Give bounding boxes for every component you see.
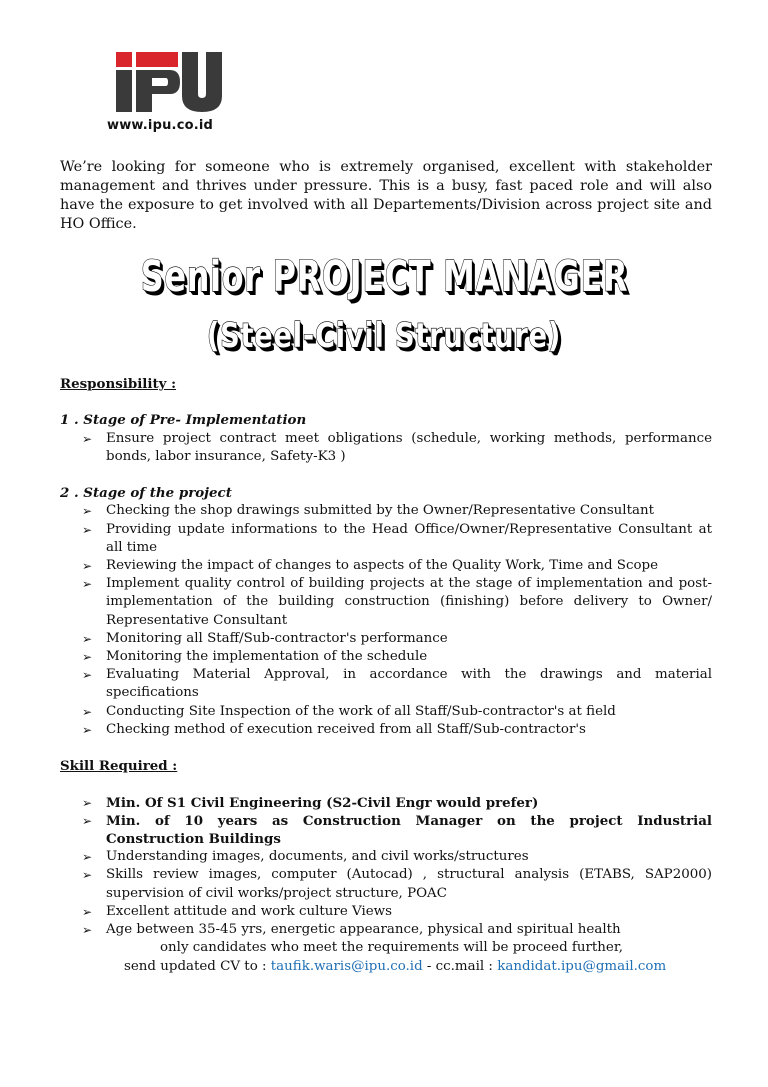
arrow-bullet-icon: ➢ — [82, 904, 93, 919]
list-item: ➢ Providing update informations to the Head Office/Owner/Representative Consultant at all time — [82, 521, 712, 555]
arrow-bullet-icon: ➢ — [82, 668, 93, 683]
skills-list — [60, 794, 712, 940]
list-item: ➢ Min. of 10 years as Construction Manager on the project Industrial Construction Buildings — [82, 812, 712, 847]
list-item: ➢ Skills review images, computer (Autocad) , structural analysis (ETABS, SAP2000) supervision of civil works/project structure, POAC — [82, 867, 712, 901]
arrow-bullet-icon: ➢ — [82, 868, 93, 883]
arrow-bullet-icon: ➢ — [82, 558, 93, 573]
list-item: ➢ Monitoring the implementation of the schedule — [82, 648, 712, 666]
list-item: ➢ Reviewing the impact of changes to aspects of the Quality Work, Time and Scope — [82, 557, 712, 575]
footer-contact — [124, 957, 666, 976]
list-item: ➢ Checking the shop drawings submitted by the Owner/Representative Consultant — [82, 502, 712, 520]
arrow-bullet-icon: ➢ — [82, 850, 93, 865]
arrow-bullet-icon: ➢ — [82, 813, 93, 828]
footer-separator: - cc.mail : — [422, 959, 498, 974]
footer-contact-prefix: send updated CV to : — [124, 959, 271, 974]
list-item: ➢ Evaluating Material Approval, in accordance with the drawings and material specifications — [82, 667, 712, 701]
stage-title: 1 . Stage of Pre- Implementation — [60, 412, 307, 429]
list-item: ➢ Monitoring all Staff/Sub-contractor's performance — [82, 630, 712, 648]
arrow-bullet-icon: ➢ — [82, 650, 93, 664]
arrow-bullet-icon: ➢ — [82, 704, 93, 719]
arrow-bullet-icon: ➢ — [82, 431, 93, 446]
arrow-bullet-icon: ➢ — [82, 631, 93, 646]
stage-1 — [60, 411, 712, 466]
list-item: ➢ Excellent attitude and work culture Views — [82, 903, 712, 921]
logo-website: www.ipu.co.id — [107, 118, 214, 133]
job-subtitle: (Steel-Civil Structure) — [206, 316, 562, 356]
job-title: Senior PROJECT MANAGER — [140, 252, 629, 302]
list-item: ➢ Ensure project contract meet obligations (schedule, working methods, performance bonds, labor insurance, Safety-K3 ) — [82, 430, 712, 464]
arrow-bullet-icon: ➢ — [82, 504, 93, 519]
list-item: ➢ Min. Of S1 Civil Engineering (S2-Civil Engr would prefer) — [82, 794, 539, 811]
stage-list — [60, 502, 712, 739]
stage-title: 2 . Stage of the project — [60, 485, 232, 502]
arrow-bullet-icon: ➢ — [82, 722, 93, 737]
list-item: ➢ Implement quality control of building projects at the stage of implementation and post-implementation of the building construction (finishing) before delivery to Owner/ Representative Consultant — [82, 576, 712, 628]
list-item: ➢ Conducting Site Inspection of the work of all Staff/Sub-contractor's at field — [82, 703, 712, 721]
primary-email-link[interactable]: taufik.waris@ipu.co.id — [270, 959, 423, 974]
list-item: ➢ Checking method of execution received from all Staff/Sub-contractor's — [82, 721, 712, 739]
list-item: ➢ Age between 35-45 yrs, energetic appearance, physical and spiritual health — [82, 921, 712, 939]
arrow-bullet-icon: ➢ — [82, 577, 93, 592]
stage-2 — [60, 484, 712, 739]
arrow-bullet-icon: ➢ — [82, 795, 93, 810]
ipu-logo-mark — [108, 48, 228, 120]
intro-paragraph: We’re looking for someone who is extremely organised, excellent with stakeholder management and thrives under pressure. This is a busy, fast paced role and will also have the exposure to get involved with all Departements/Division across project site and HO Office. — [60, 159, 712, 232]
list-item: ➢ Understanding images, documents, and civil works/structures — [82, 848, 712, 866]
arrow-bullet-icon: ➢ — [82, 923, 93, 937]
job-content — [60, 375, 712, 939]
footer-note: only candidates who meet the requirements will be proceed further, — [160, 940, 624, 955]
responsibility-heading: Responsibility : — [60, 376, 177, 392]
arrow-bullet-icon: ➢ — [82, 522, 93, 537]
skills-heading: Skill Required : — [60, 758, 178, 775]
cc-email-link[interactable]: kandidat.ipu@gmail.com — [497, 959, 667, 974]
stage-list — [60, 430, 712, 466]
